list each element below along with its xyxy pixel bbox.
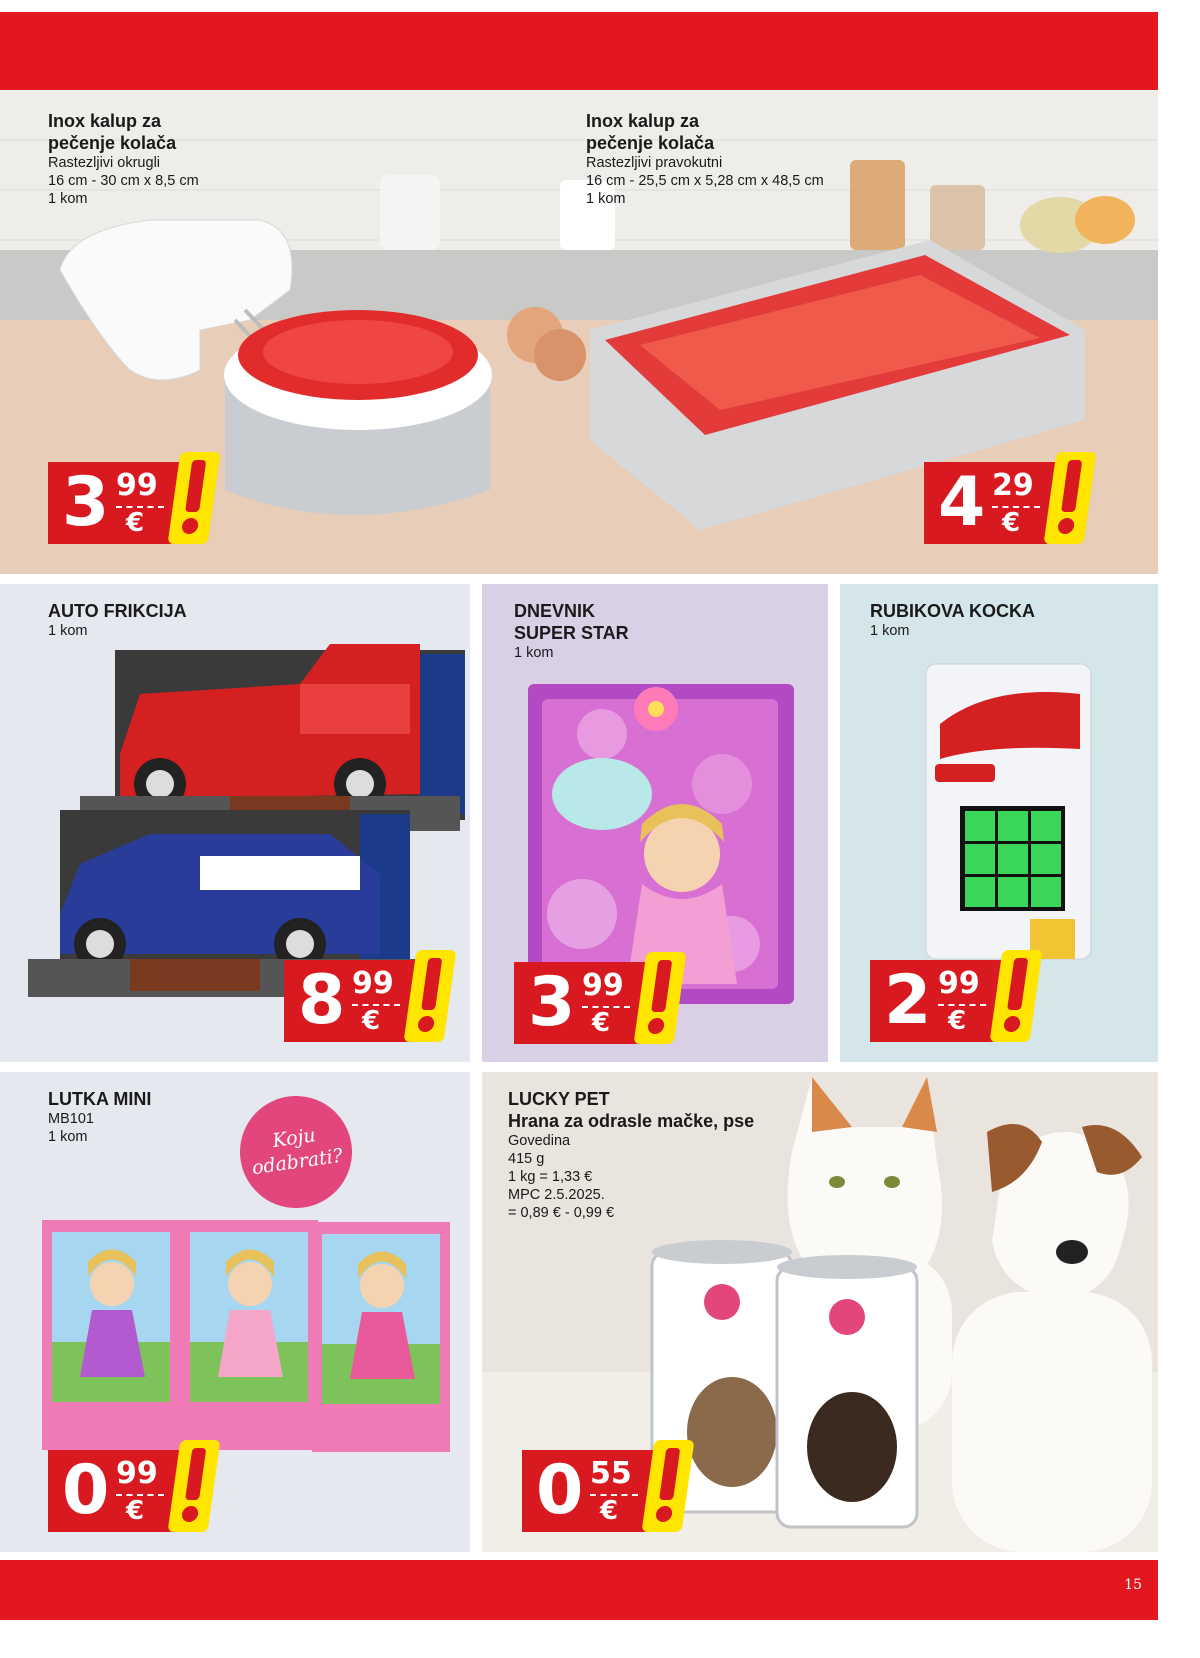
price-decimal: 29 — [992, 468, 1034, 503]
product-detail: 16 cm - 25,5 cm x 5,28 cm x 48,5 cm — [586, 173, 824, 189]
product-title: SUPER STAR — [514, 623, 629, 643]
product-detail: 1 kom — [48, 1129, 88, 1145]
doll-panel — [0, 1072, 470, 1552]
price-integer: 0 — [62, 1451, 110, 1530]
product-title: AUTO FRIKCIJA — [48, 601, 187, 621]
page-number: 15 — [1124, 1577, 1142, 1593]
price-integer: 0 — [536, 1451, 584, 1530]
product-detail: 16 cm - 30 cm x 8,5 cm — [48, 173, 199, 189]
diary-panel — [482, 584, 828, 1062]
top-red-band — [0, 12, 1158, 90]
product-detail: 1 kom — [48, 623, 88, 639]
price-integer: 3 — [528, 963, 576, 1042]
product-detail: = 0,89 € - 0,99 € — [508, 1205, 615, 1221]
product-detail: MB101 — [48, 1111, 94, 1127]
price-decimal: 99 — [582, 968, 624, 1003]
product-detail: 1 kom — [48, 191, 88, 207]
product-detail: 1 kom — [870, 623, 910, 639]
product-detail: Rastezljivi pravokutni — [586, 155, 723, 171]
product-title: Inox kalup za — [48, 111, 162, 131]
price-integer: 4 — [938, 463, 986, 542]
product-detail: Rastezljivi okrugli — [48, 155, 161, 171]
price-integer: 8 — [298, 961, 346, 1040]
product-title: pečenje kolača — [48, 133, 177, 153]
kitchen-panel — [0, 90, 1158, 574]
price-decimal: 99 — [116, 1456, 158, 1491]
bottom-red-band — [0, 1560, 1158, 1620]
price-currency: € — [126, 508, 145, 538]
product-title: LUCKY PET — [508, 1089, 610, 1109]
price-currency: € — [948, 1006, 967, 1036]
product-title: LUTKA MINI — [48, 1089, 152, 1109]
price-currency: € — [126, 1496, 145, 1526]
product-detail: 415 g — [508, 1151, 545, 1167]
price-decimal: 99 — [352, 966, 394, 1001]
price-currency: € — [362, 1006, 381, 1036]
product-title: Hrana za odrasle mačke, pse — [508, 1111, 755, 1131]
product-detail: 1 kom — [514, 645, 554, 661]
sticker-text: odabrati? — [250, 1144, 345, 1180]
price-currency: € — [1002, 508, 1021, 538]
product-detail: MPC 2.5.2025. — [508, 1187, 605, 1203]
price-decimal: 55 — [590, 1456, 632, 1491]
price-decimal: 99 — [938, 966, 980, 1001]
product-title: DNEVNIK — [514, 601, 596, 621]
toy-car-panel — [0, 584, 470, 1062]
product-detail: 1 kom — [586, 191, 626, 207]
product-title: Inox kalup za — [586, 111, 700, 131]
sticker-text: Koju — [271, 1124, 317, 1153]
price-decimal: 99 — [116, 468, 158, 503]
pet-food-panel — [482, 1072, 1158, 1552]
cube-panel — [840, 584, 1158, 1062]
product-detail: Govedina — [508, 1133, 571, 1149]
product-title: pečenje kolača — [586, 133, 715, 153]
price-currency: € — [592, 1008, 611, 1038]
product-detail: 1 kg = 1,33 € — [508, 1169, 593, 1185]
price-integer: 2 — [884, 961, 932, 1040]
price-currency: € — [600, 1496, 619, 1526]
price-integer: 3 — [62, 463, 110, 542]
product-title: RUBIKOVA KOCKA — [870, 601, 1035, 621]
